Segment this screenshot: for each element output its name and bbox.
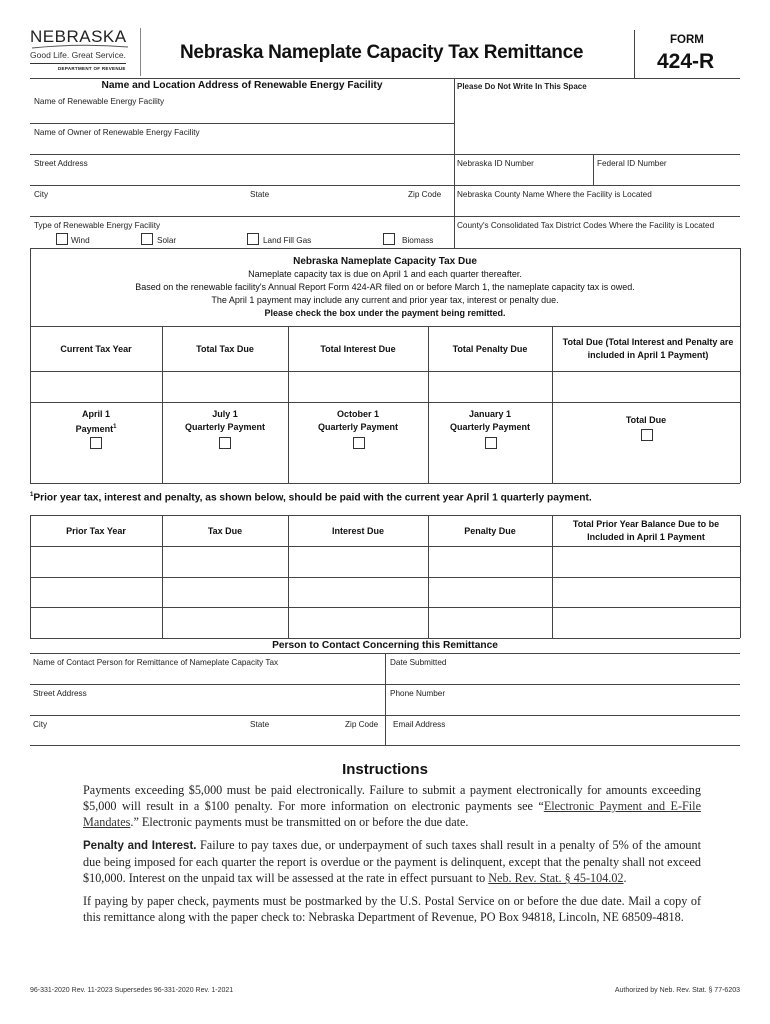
prior-year-row-2[interactable] (31, 578, 740, 607)
col-prior-balance-due: Total Prior Year Balance Due to be Included in April 1 Payment (572, 519, 720, 542)
logo-wordmark: NEBRASKA (30, 27, 127, 46)
july-payment-checkbox[interactable] (219, 437, 231, 449)
form-number: 424-R (657, 50, 715, 73)
april-payment-label: April 1 Payment$^1$ (75, 409, 117, 434)
col-prior-tax-year: Prior Tax Year (66, 525, 126, 536)
contact-section-title: Person to Contact Concerning this Remittance (272, 640, 498, 651)
contact-name-field[interactable]: Name of Contact Person for Remittance of Nameplate Capacity Tax (33, 658, 279, 667)
contact-zip-field[interactable]: Zip Code (345, 720, 379, 729)
col-tax-due: Tax Due (207, 525, 243, 536)
email-address-field[interactable]: Email Address (393, 720, 446, 729)
july-payment-label: July 1 Quarterly Payment (184, 409, 266, 432)
nebraska-logo (30, 28, 136, 76)
landfill-gas-label: Land Fill Gas (263, 236, 312, 245)
total-due-checkbox[interactable] (641, 429, 653, 441)
contact-state-field[interactable]: State (250, 720, 270, 729)
facility-street-field[interactable]: Street Address (34, 159, 88, 168)
do-not-write-label: Please Do Not Write In This Space (457, 82, 587, 91)
logo-department: DEPARTMENT OF REVENUE (58, 66, 126, 71)
date-submitted-field[interactable]: Date Submitted (390, 658, 447, 667)
prior-year-row-1[interactable] (31, 547, 740, 577)
october-payment-checkbox[interactable] (353, 437, 365, 449)
contact-city-field[interactable]: City (33, 720, 48, 729)
facility-section-title: Name and Location Address of Renewable Energy Facility (101, 80, 383, 91)
january-payment-label: January 1 Quarterly Payment (449, 409, 531, 432)
tax-due-title: Nebraska Nameplate Capacity Tax Due (293, 256, 477, 267)
contact-street-field[interactable]: Street Address (33, 689, 87, 698)
total-due-payment-label: Total Due (625, 415, 667, 425)
october-payment-label: October 1 Quarterly Payment (317, 409, 399, 432)
col-interest-due: Interest Due (331, 525, 384, 536)
january-payment-checkbox[interactable] (485, 437, 497, 449)
county-name-field[interactable]: Nebraska County Name Where the Facility is Located (457, 190, 652, 199)
total-penalty-due-input[interactable] (429, 372, 552, 402)
tax-due-line-3: The April 1 payment may include any current and prior year tax, interest or penalty due. (211, 295, 559, 305)
nebraska-id-field[interactable]: Nebraska ID Number (457, 159, 534, 168)
tax-due-line-4: Please check the box under the payment being remitted. (264, 308, 506, 318)
logo-tagline: Good Life. Great Service. (30, 50, 126, 60)
prior-year-note: $^1$Prior year tax, interest and penalty, as shown below, should be paid with the current year April 1 quarterly payment. (30, 492, 592, 504)
facility-owner-field[interactable]: Name of Owner of Renewable Energy Facility (34, 128, 200, 137)
facility-name-field[interactable]: Name of Renewable Energy Facility (34, 97, 165, 106)
district-codes-field[interactable]: County's Consolidated Tax District Codes Where the Facility is Located (457, 221, 715, 230)
footer-authority: Authorized by Neb. Rev. Stat. § 77-6203 (614, 987, 740, 994)
facility-zip-field[interactable]: Zip Code (408, 190, 442, 199)
instructions-paragraph-2: Penalty and Interest. Failure to pay taxes due, or underpayment of such taxes shall result in a penalty of 5% of the amount due being imposed for each quarter the report is overdue or the payment is delinquent, except that the penalty shall not exceed $10,000. Interest on the unpaid tax will be assessed at the rate in effect pursuant to Neb. Rev. Stat. § 45-104.02. (83, 838, 701, 885)
april-payment-checkbox[interactable] (90, 437, 102, 449)
instructions-paragraph-1: Payments exceeding $5,000 must be paid electronically. Failure to submit a payment electronically for amounts exceeding $5,000 will result in a $100 penalty. For more information on electronic payments see “Electronic Payment and E-File Mandates.” Electronic payments must be transmitted on or before the due date. (83, 783, 701, 829)
total-tax-due-input[interactable] (163, 372, 288, 402)
tax-due-line-1: Nameplate capacity tax is due on April 1 and each quarter thereafter. (248, 269, 522, 279)
phone-number-field[interactable]: Phone Number (390, 689, 446, 698)
instructions-body (83, 782, 701, 925)
neb-rev-stat-link[interactable]: Neb. Rev. Stat. § 45-104.02 (488, 871, 624, 885)
instructions-paragraph-3: If paying by paper check, payments must be postmarked by the U.S. Postal Service on or before the due date. Mail a copy of this remittance along with the paper check to: Nebraska Department of Revenue, PO Box 94818, Lincoln, NE 68509-4818. (83, 894, 701, 924)
page-title: Nebraska Nameplate Capacity Tax Remittance (180, 42, 584, 63)
landfill-gas-checkbox[interactable] (247, 233, 259, 245)
wind-label: Wind (71, 236, 90, 245)
prior-year-row-3[interactable] (31, 608, 740, 638)
solar-checkbox[interactable] (141, 233, 153, 245)
wind-checkbox[interactable] (56, 233, 68, 245)
col-total-tax-due: Total Tax Due (196, 343, 254, 354)
col-total-due: Total Due (Total Interest and Penalty are included in April 1 Payment) (562, 337, 734, 360)
federal-id-field[interactable]: Federal ID Number (597, 159, 667, 168)
total-interest-due-input[interactable] (289, 372, 428, 402)
col-current-tax-year: Current Tax Year (60, 343, 132, 354)
biomass-checkbox[interactable] (383, 233, 395, 245)
instructions-title: Instructions (342, 761, 428, 778)
current-tax-year-input[interactable] (31, 372, 162, 402)
electronic-payment-link[interactable]: Electronic Payment and E-File Mandates (83, 799, 701, 829)
tax-due-line-2: Based on the renewable facility's Annual Report Form 424-AR filed on or before March 1, the nameplate capacity tax is owed. (135, 282, 635, 292)
footer-revision: 96-331-2020 Rev. 11-2023 Supersedes 96-331-2020 Rev. 1-2021 (30, 987, 234, 994)
total-due-input[interactable] (553, 372, 740, 402)
col-penalty-due: Penalty Due (464, 525, 516, 536)
facility-state-field[interactable]: State (250, 190, 270, 199)
col-total-penalty-due: Total Penalty Due (452, 343, 528, 354)
facility-city-field[interactable]: City (34, 190, 49, 199)
energy-type-label: Type of Renewable Energy Facility (34, 221, 161, 230)
col-total-interest-due: Total Interest Due (320, 343, 396, 354)
solar-label: Solar (157, 236, 177, 245)
biomass-label: Biomass (402, 236, 434, 245)
form-label: FORM (670, 34, 704, 46)
